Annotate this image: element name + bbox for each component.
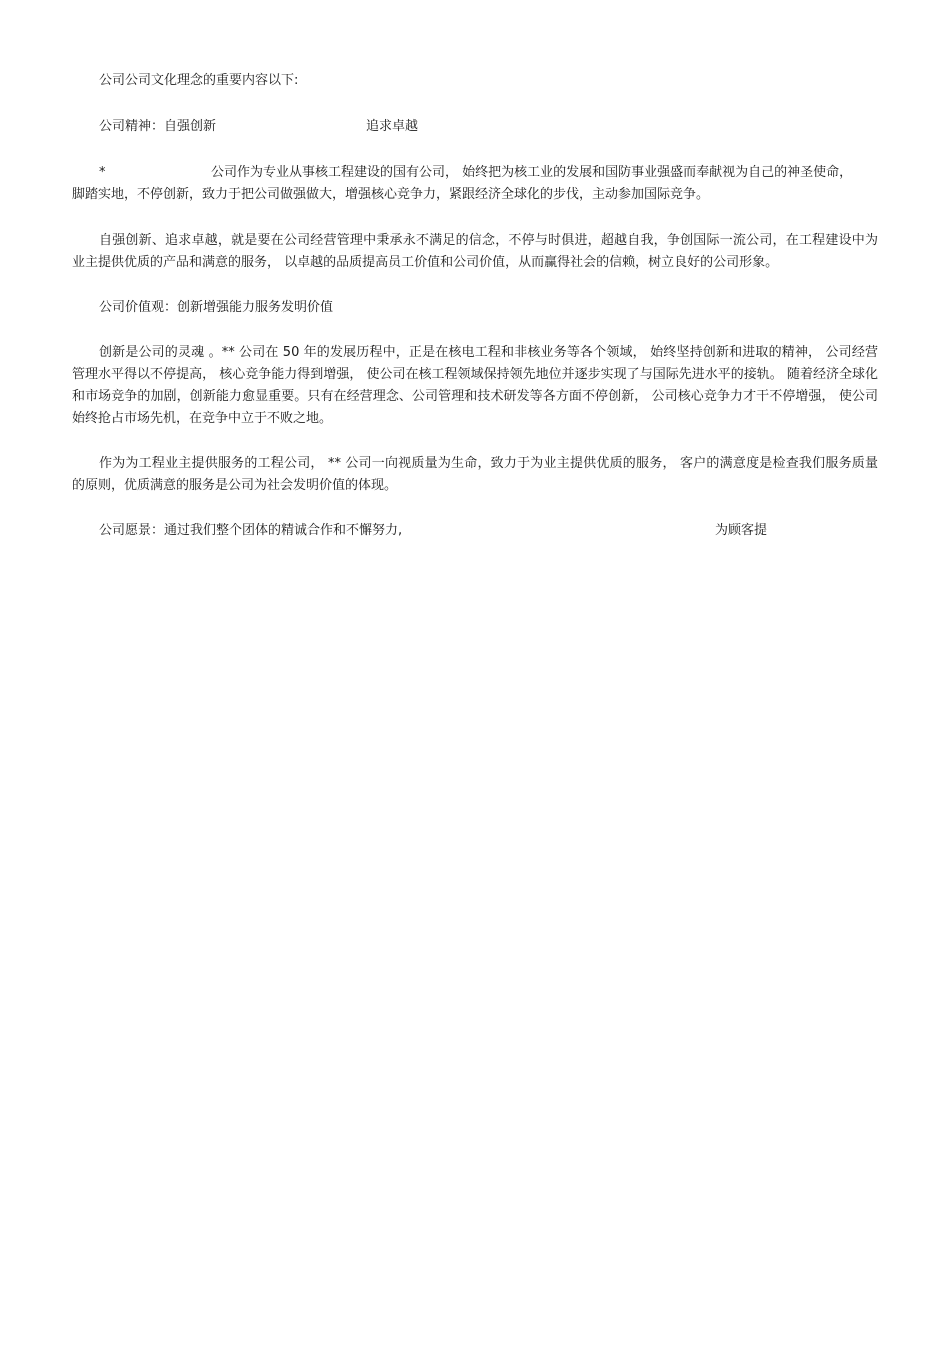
- mission-continuation: 脚踏实地，不停创新，致力于把公司做强做大，增强核心竞争力，紧跟经济全球化的步伐，主动参加国际竞争。: [72, 187, 710, 202]
- paragraph-service: 作为为工程业主提供服务的工程公司， ** 公司一向视质量为生命，致力于为业主提供优质的服务， 客户的满意度是检查我们服务质量的原则，优质满意的服务是公司为社会发明价值的体现。: [72, 456, 878, 493]
- company-spirit-label: 公司精神：自强创新: [99, 119, 217, 134]
- company-spirit-tail: 追求卓越: [366, 119, 419, 134]
- values-heading: 公司价值观：创新增强能力服务发明价值: [99, 300, 334, 315]
- paragraph-excellence: 自强创新、追求卓越，就是要在公司经营管理中秉承永不满足的信念，不停与时俱进，超越自我，争创国际一流公司，在工程建设中为业主提供优质的产品和满意的服务， 以卓越的品质提高员工价值和公司价值，从而赢得社会的信赖，树立良好的公司形象。: [72, 233, 878, 270]
- mission-marker: *: [99, 165, 106, 180]
- vision-label: 公司愿景：通过我们整个团体的精诚合作和不懈努力,: [99, 523, 403, 538]
- intro-line: 公司公司文化理念的重要内容以下:: [99, 73, 299, 88]
- vision-tail: 为顾客提: [715, 523, 768, 538]
- paragraph-innovation: 创新是公司的灵魂 。** 公司在 50 年的发展历程中，正是在核电工程和非核业务等各个领域， 始终坚持创新和进取的精神， 公司经营管理水平得以不停提高， 核心竞争能力得到增强， 使公司在核工程领域保持领先地位并逐步实现了与国际先进水平的接轨。 随着经济全球化和市场竞争的加剧，创新能力愈显重要。只有在经营理念、公司管理和技术研发等各方面不停创新， 公司核心竞争力才干不停增强， 使公司始终抢占市场先机，在竞争中立于不败之地。: [72, 345, 878, 426]
- mission-text: 公司作为专业从事核工程建设的国有公司， 始终把为核工业的发展和国防事业强盛而奉献视为自己的神圣使命，: [211, 165, 853, 180]
